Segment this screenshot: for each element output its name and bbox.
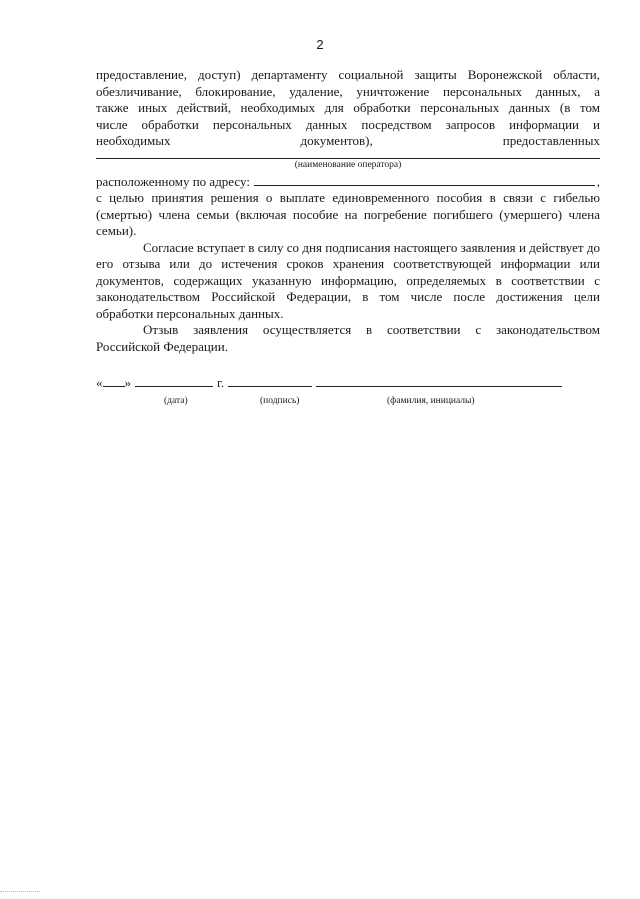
day-field-line xyxy=(103,375,125,387)
text-line: Российской Федерации. xyxy=(96,338,228,354)
text-line: Согласие вступает в силу со дня подписания настоящего заявления и действует до xyxy=(143,239,600,255)
year-suffix: г. xyxy=(217,375,225,390)
page-number: 2 xyxy=(316,37,324,52)
text-line: Отзыв заявления осуществляется в соответствии с законодательством xyxy=(143,322,600,337)
scan-edge-mark xyxy=(0,891,40,892)
document-body xyxy=(96,67,600,406)
paragraph-consent-validity xyxy=(96,240,600,323)
text-line: (смертью) члена семьи (включая пособие на погребение погибшего (умершего) члена xyxy=(96,206,600,222)
address-label: расположенному по адресу: xyxy=(96,173,250,189)
text-line: предоставление, доступ) департаменту социальной защиты Воронежской области, xyxy=(96,67,600,82)
text-line: также иных действий, необходимых для обработки персональных данных (в том xyxy=(96,100,600,115)
address-comma: , xyxy=(596,173,600,189)
date-caption: (дата) xyxy=(164,395,188,406)
signature-captions xyxy=(96,392,600,406)
text-line: семьи). xyxy=(96,223,137,238)
close-quote: » xyxy=(124,375,131,390)
signature-row xyxy=(96,375,600,392)
paragraph-revocation xyxy=(96,322,600,355)
paragraph-purpose xyxy=(96,190,600,240)
text-line: его отзыва или до истечения сроков хранения соответствующей информации или xyxy=(96,256,600,271)
full-name-field-line xyxy=(316,375,562,387)
month-field-line xyxy=(135,375,213,387)
name-caption: (фамилия, инициалы) xyxy=(387,395,475,406)
text-line: необходимых документов), предоставленных xyxy=(96,133,600,148)
text-line: обезличивание, блокирование, удаление, уничтожение персональных данных, а xyxy=(96,83,600,99)
text-line: обработки персональных данных. xyxy=(96,305,284,321)
address-field-line xyxy=(254,174,595,186)
text-line: числе обработки персональных данных посредством запросов информации и xyxy=(96,116,600,132)
open-quote: « xyxy=(96,375,103,390)
text-line: документов, содержащих указанную информацию, определяемых в соответствии с xyxy=(96,272,600,288)
text-line: с целью принятия решения о выплате единовременного пособия в связи с гибелью xyxy=(96,190,600,205)
address-row xyxy=(96,174,600,191)
sign-caption: (подпись) xyxy=(260,395,300,406)
signature-field-line xyxy=(228,375,312,387)
text-line: законодательством Российской Федерации, в том числе после достижения цели xyxy=(96,289,600,304)
operator-caption: (наименование оператора) xyxy=(294,159,402,170)
operator-name-field-line xyxy=(96,152,600,159)
paragraph-processing-actions xyxy=(96,67,600,150)
